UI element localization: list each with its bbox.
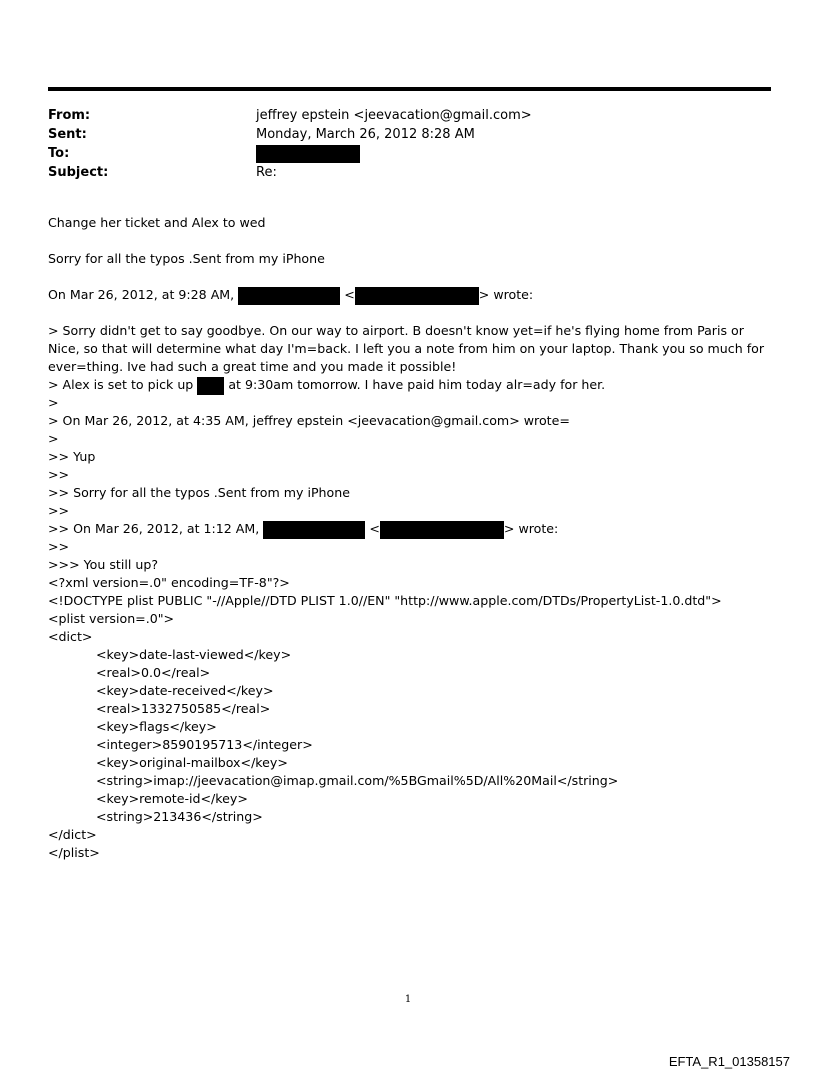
wrote-prefix: >> On Mar 26, 2012, at 1:12 AM, <box>48 521 260 536</box>
xml-line: <!DOCTYPE plist PUBLIC "-//Apple//DTD PLIST 1.0//EN" "http://www.apple.com/DTDs/PropertyList-1.0.dtd"> <box>48 593 722 608</box>
sent-row <box>48 125 768 144</box>
to-row <box>48 144 768 163</box>
plist-line: <key>date-last-viewed</key> <box>96 647 292 662</box>
plist-line: <key>flags</key> <box>96 719 217 734</box>
wrote-prefix: On Mar 26, 2012, at 9:28 AM, <box>48 287 235 302</box>
body-line: Change her ticket and Alex to wed <box>48 215 266 230</box>
quote-line: >> Sorry for all the typos .Sent from my iPhone <box>48 485 350 500</box>
sent-label: Sent: <box>48 127 87 142</box>
xml-line: <dict> <box>48 629 93 644</box>
xml-line: </plist> <box>48 845 100 860</box>
plist-line: <real>0.0</real> <box>96 665 211 680</box>
quote-line: >> Yup <box>48 449 96 464</box>
redaction-box <box>380 521 504 539</box>
bates-number: EFTA_R1_01358157 <box>668 1054 790 1069</box>
body-line: Sorry for all the typos .Sent from my iPhone <box>48 251 325 266</box>
plist-line: <integer>8590195713</integer> <box>96 737 313 752</box>
lt-char: < <box>344 287 355 302</box>
wrote-suffix: > wrote: <box>478 287 534 302</box>
quote-line: > <box>48 431 59 446</box>
subject-label: Subject: <box>48 165 109 180</box>
from-value: jeffrey epstein <jeevacation@gmail.com> <box>256 108 532 123</box>
from-row <box>48 106 768 125</box>
xml-line: <?xml version=.0" encoding=TF-8"?> <box>48 575 290 590</box>
sent-value: Monday, March 26, 2012 8:28 AM <box>256 127 475 142</box>
subject-value: Re: <box>256 165 277 180</box>
quote-line: > <box>48 395 59 410</box>
redaction-box <box>263 521 365 539</box>
plist-line: <key>remote-id</key> <box>96 791 248 806</box>
from-label: From: <box>48 108 91 123</box>
subject-row <box>48 163 768 182</box>
quote-line: >> <box>48 467 70 482</box>
plist-line: <key>date-received</key> <box>96 683 274 698</box>
redaction-box <box>238 287 340 305</box>
redaction-box <box>197 377 224 395</box>
xml-line: </dict> <box>48 827 97 842</box>
alex-prefix: > Alex is set to pick up <box>48 377 194 392</box>
header-rule <box>48 87 771 91</box>
xml-line: <plist version=.0"> <box>48 611 175 626</box>
wrote-line <box>48 286 773 304</box>
redaction-box <box>256 145 360 163</box>
redaction-box <box>355 287 479 305</box>
page-number: 1 <box>404 994 412 1005</box>
to-label: To: <box>48 146 70 161</box>
plist-line: <string>imap://jeevacation@imap.gmail.com/%5BGmail%5D/All%20Mail</string> <box>96 773 619 788</box>
quote-paragraph: > Sorry didn't get to say goodbye. On our way to airport. B doesn't know yet=if he's flying home from Paris or Nice, so that will determine what day I'm=back. I left you a note from him on your laptop. Thank you so much for ever=thing. Ive had such a great time and you made it possible! <box>48 323 765 374</box>
wrote-suffix: > wrote: <box>503 521 559 536</box>
lt-char: < <box>369 521 380 536</box>
plist-line: <real>1332750585</real> <box>96 701 271 716</box>
quote-line: >> <box>48 503 70 518</box>
plist-line: <string>213436</string> <box>96 809 263 824</box>
plist-line: <key>original-mailbox</key> <box>96 755 288 770</box>
email-body <box>48 214 773 862</box>
wrote-line <box>48 520 773 538</box>
to-value <box>256 144 360 163</box>
quote-line: >> <box>48 539 70 554</box>
email-header <box>48 106 768 182</box>
alex-suffix: at 9:30am tomorrow. I have paid him today alr=ady for her. <box>228 377 606 392</box>
quote-line: > On Mar 26, 2012, at 4:35 AM, jeffrey epstein <jeevacation@gmail.com> wrote= <box>48 413 570 428</box>
quote-line <box>48 376 773 394</box>
quote-line: >>> You still up? <box>48 557 159 572</box>
